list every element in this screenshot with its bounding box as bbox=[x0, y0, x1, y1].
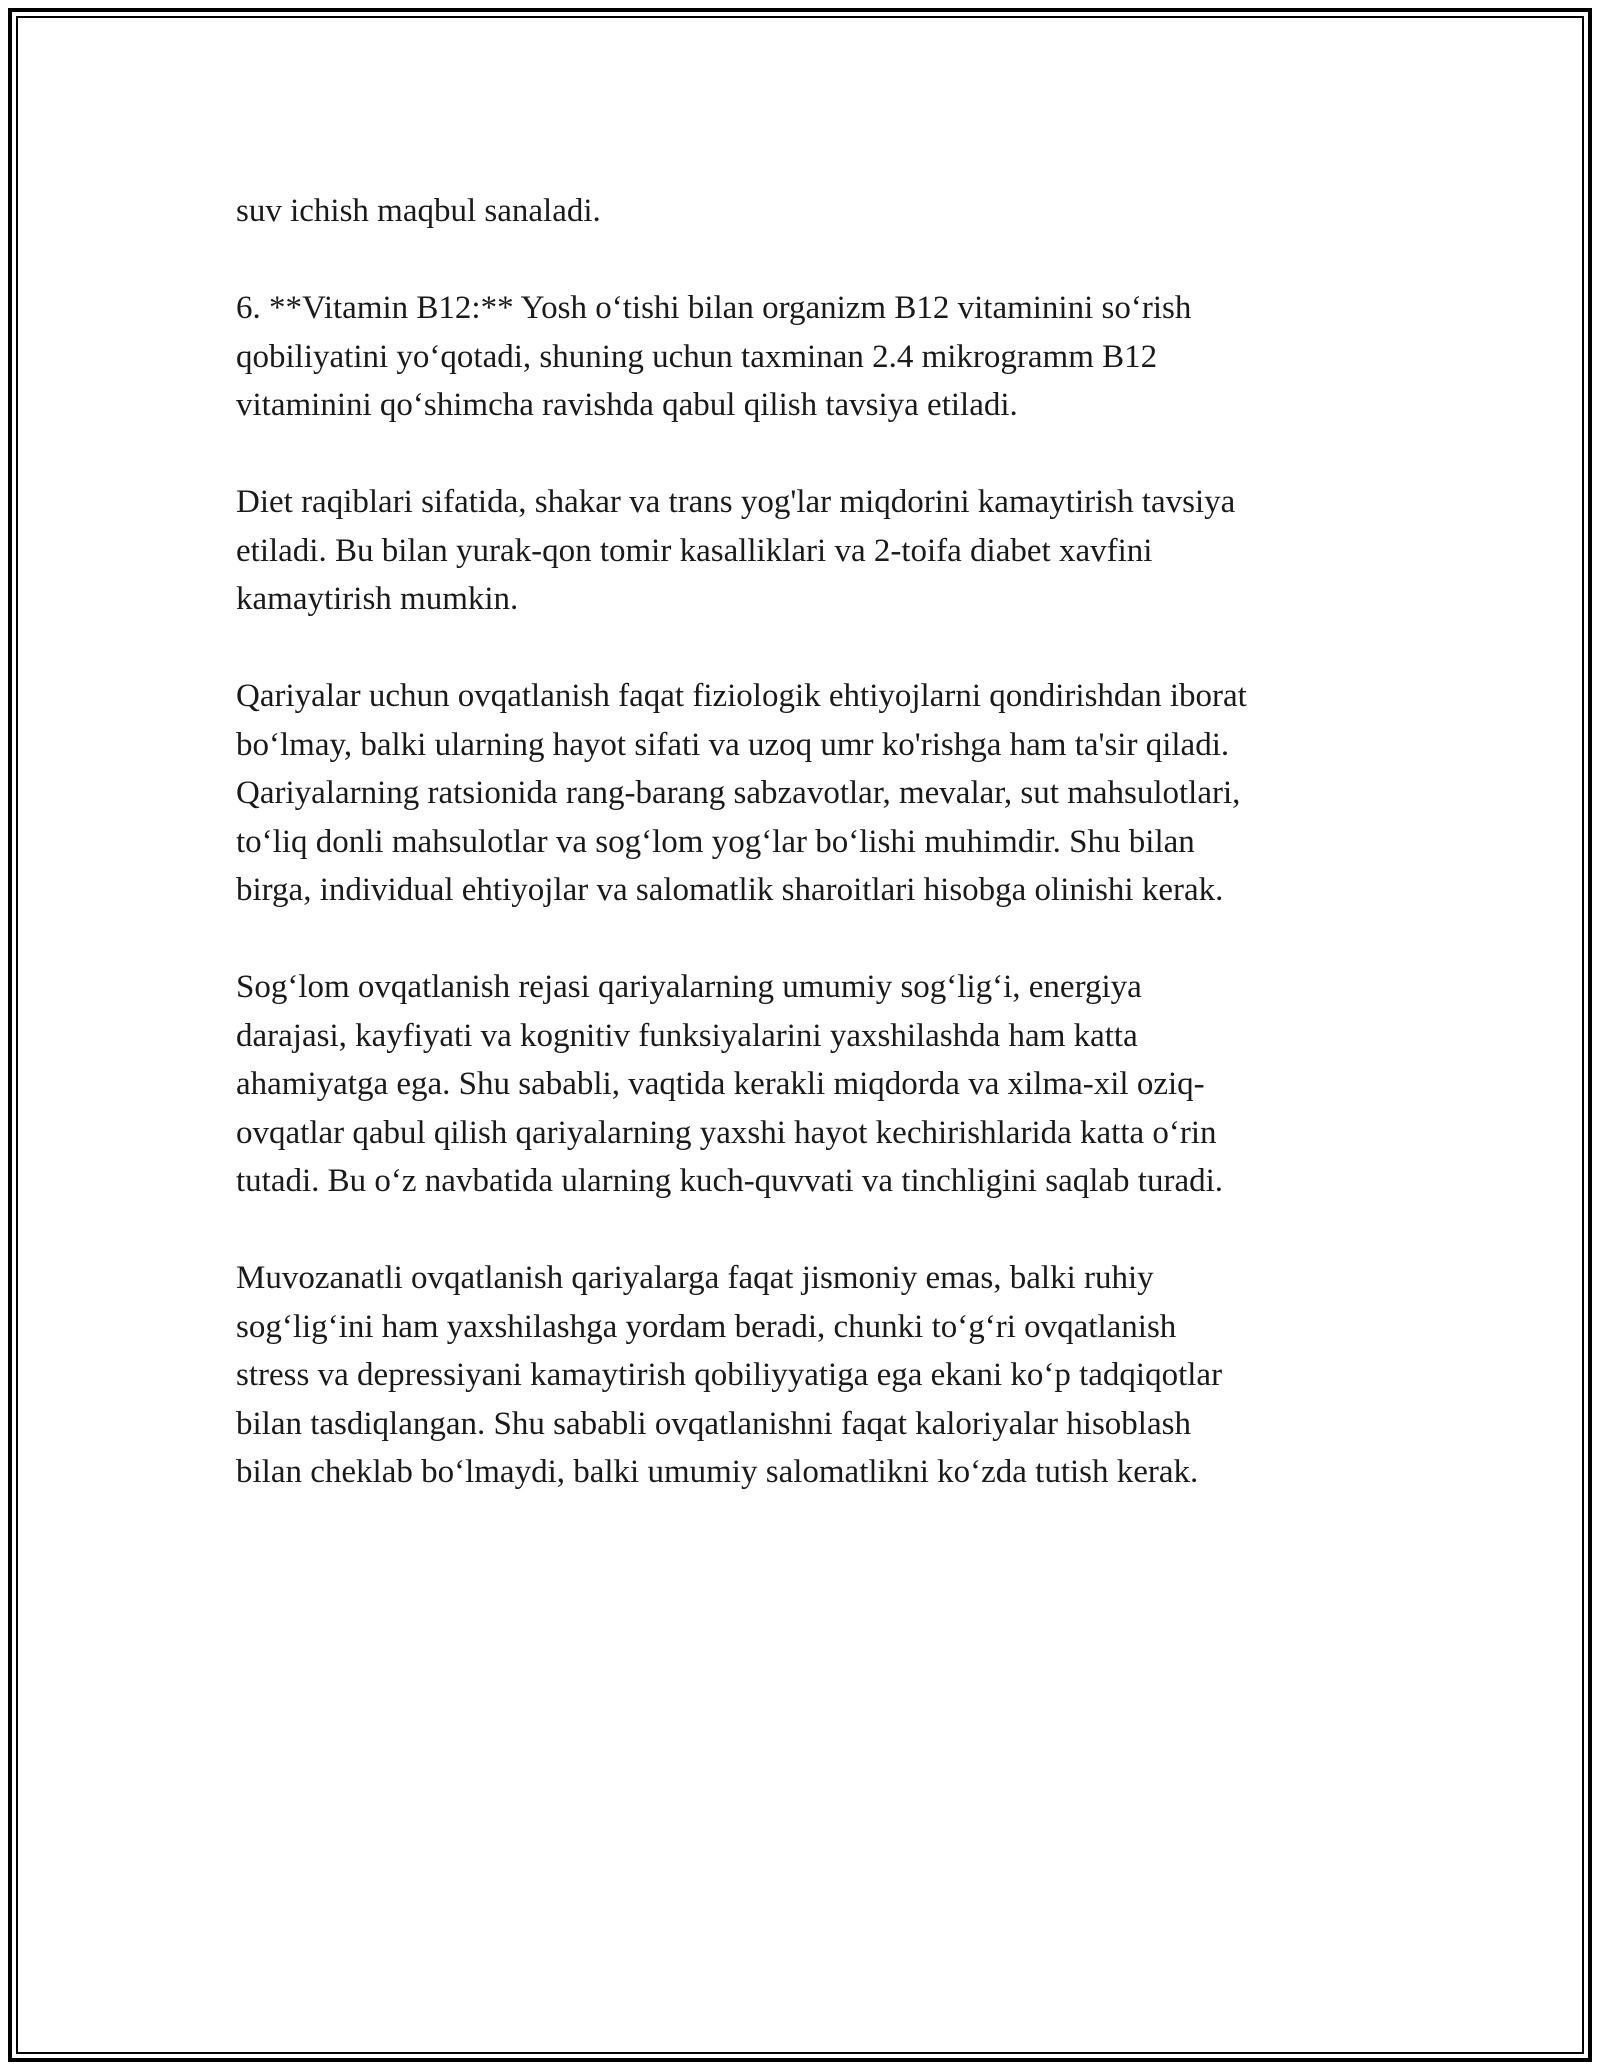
paragraph-2: 6. **Vitamin B12:** Yosh o‘tishi bilan organizm B12 vitaminini so‘rish qobiliyatini yo‘qotadi, shuning uchun taxminan 2.4 mikrogramm B12 vitaminini qo‘shimcha ravishda qabul qilish tavsiya etiladi. bbox=[236, 290, 1192, 423]
document-body bbox=[236, 187, 1366, 1545]
paragraph-3: Diet raqiblari sifatida, shakar va trans yog'lar miqdorini kamaytirish tavsiya etiladi. Bu bilan yurak-qon tomir kasalliklari va 2-toifa diabet xavfini kamaytirish mumkin. bbox=[236, 484, 1236, 617]
paragraph-1: suv ichish maqbul sanaladi. bbox=[236, 193, 601, 229]
paragraph-6: Muvozanatli ovqatlanish qariyalarga faqat jismoniy emas, balki ruhiy sog‘lig‘ini ham yaxshilashga yordam beradi, chunki to‘g‘ri ovqatlanish stress va depressiyani kamaytirish qobiliyyatiga ega ekani ko‘p tadqiqotlar bilan tasdiqlangan. Shu sababli ovqatlanishni faqat kaloriyalar hisoblash bilan cheklab bo‘lmaydi, balki umumiy salomatlikni ko‘zda tutish kerak. bbox=[236, 1260, 1223, 1490]
paragraph-4: Qariyalar uchun ovqatlanish faqat fiziologik ehtiyojlarni qondirishdan iborat bo‘lmay, balki ularning hayot sifati va uzoq umr ko'rishga ham ta'sir qiladi. Qariyalarning ratsionida rang-barang sabzavotlar, mevalar, sut mahsulotlari, to‘liq donli mahsulotlar va sog‘lom yog‘lar bo‘lishi muhimdir. Shu bilan birga, individual ehtiyojlar va salomatlik sharoitlari hisobga olinishi kerak. bbox=[236, 678, 1247, 908]
paragraph-5: Sog‘lom ovqatlanish rejasi qariyalarning umumiy sog‘lig‘i, energiya darajasi, kayfiyati va kognitiv funksiyalarini yaxshilashda ham katta ahamiyatga ega. Shu sababli, vaqtida kerakli miqdorda va xilma-xil oziq- ovqatlar qabul qilish qariyalarning yaxshi hayot kechirishlarida katta o‘rin tutadi. Bu o‘z navbatida ularning kuch-quvvati va tinchligini saqlab turadi. bbox=[236, 969, 1224, 1199]
